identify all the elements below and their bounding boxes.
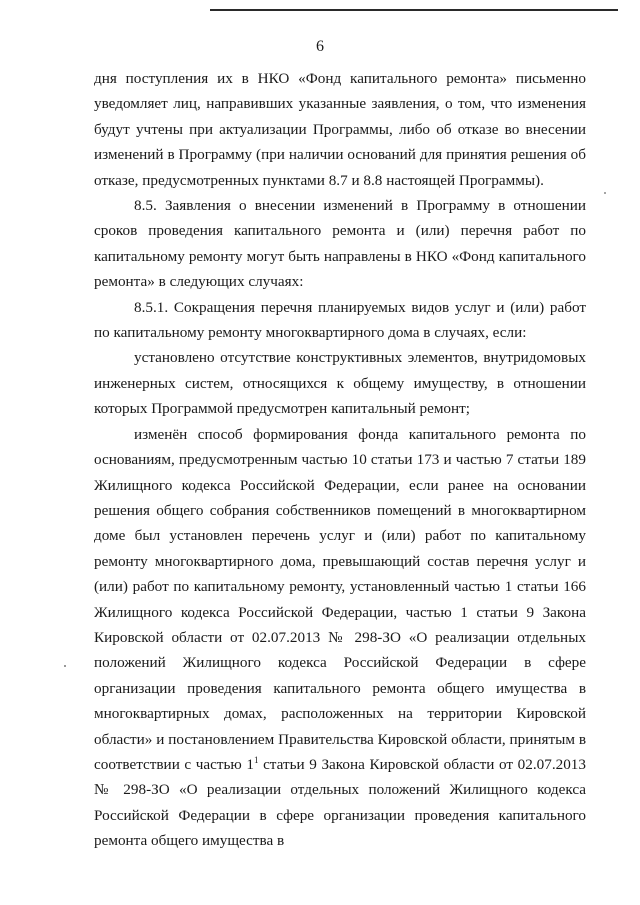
paragraph-continuation: дня поступления их в НКО «Фонд капитального ремонта» письменно уведомляет лиц, направивших указанные заявления, о том, что изменения будут учтены при актуализации Программы, либо об отказе во внесении изменений в Программу (при наличии оснований для принятия решения об отказе, предусмотренных пунктами 8.7 и 8.8 настоящей Программы). bbox=[94, 70, 586, 189]
scan-speck bbox=[604, 192, 606, 194]
paragraph-text-after-sup: статьи 9 Закона Кировской области от 02.07.2013 № 298-ЗО «О реализации отдельных положений Жилищного кодекса Российской Федерации в сфере организации проведения капитального ремонта общего имущества в bbox=[94, 755, 586, 850]
paragraph-fund-method-changed bbox=[94, 422, 586, 854]
document-body bbox=[94, 66, 586, 854]
paragraph-missing-elements: установлено отсутствие конструктивных элементов, внутридомовых инженерных систем, относящихся к общему имуществу, в отношении которых Программой предусмотрен капитальный ремонт; bbox=[94, 349, 586, 418]
paragraph-text-before-sup: изменён способ формирования фонда капитального ремонта по основаниям, предусмотренным частью 10 статьи 173 и частью 7 статьи 189 Жилищного кодекса Российской Федерации, если ранее на основании решения общего собрания собственников помещений в многоквартирном доме был установлен перечень услуг и (или) работ по капитальному ремонту многоквартирного дома, превышающий состав перечня услуг и (или) работ по капитальному ремонту, установленный частью 1 статьи 166 Жилищного кодекса Российской Федерации, частью 1 статьи 9 Закона Кировской области от 02.07.2013 № 298-ЗО «О реализации отдельных положений Жилищного кодекса Российской Федерации в сфере организации проведения капитального ремонта общего имущества в многоквартирных домах, расположенных на территории Кировской области» и постановлением Правительства Кировской области, принятым в соответствии с частью 1 bbox=[94, 425, 586, 773]
top-rule bbox=[210, 9, 618, 11]
paragraph-8-5-1: 8.5.1. Сокращения перечня планируемых видов услуг и (или) работ по капитальному ремонту многоквартирного дома в случаях, если: bbox=[94, 298, 586, 342]
page-number: 6 bbox=[316, 38, 324, 55]
scan-speck bbox=[64, 665, 66, 667]
superscript-one: 1 bbox=[253, 754, 259, 765]
paragraph-8-5: 8.5. Заявления о внесении изменений в Программу в отношении сроков проведения капитального ремонта и (или) перечня работ по капитальному ремонту могут быть направлены в НКО «Фонд капитального ремонта» в следующих случаях: bbox=[94, 197, 586, 291]
